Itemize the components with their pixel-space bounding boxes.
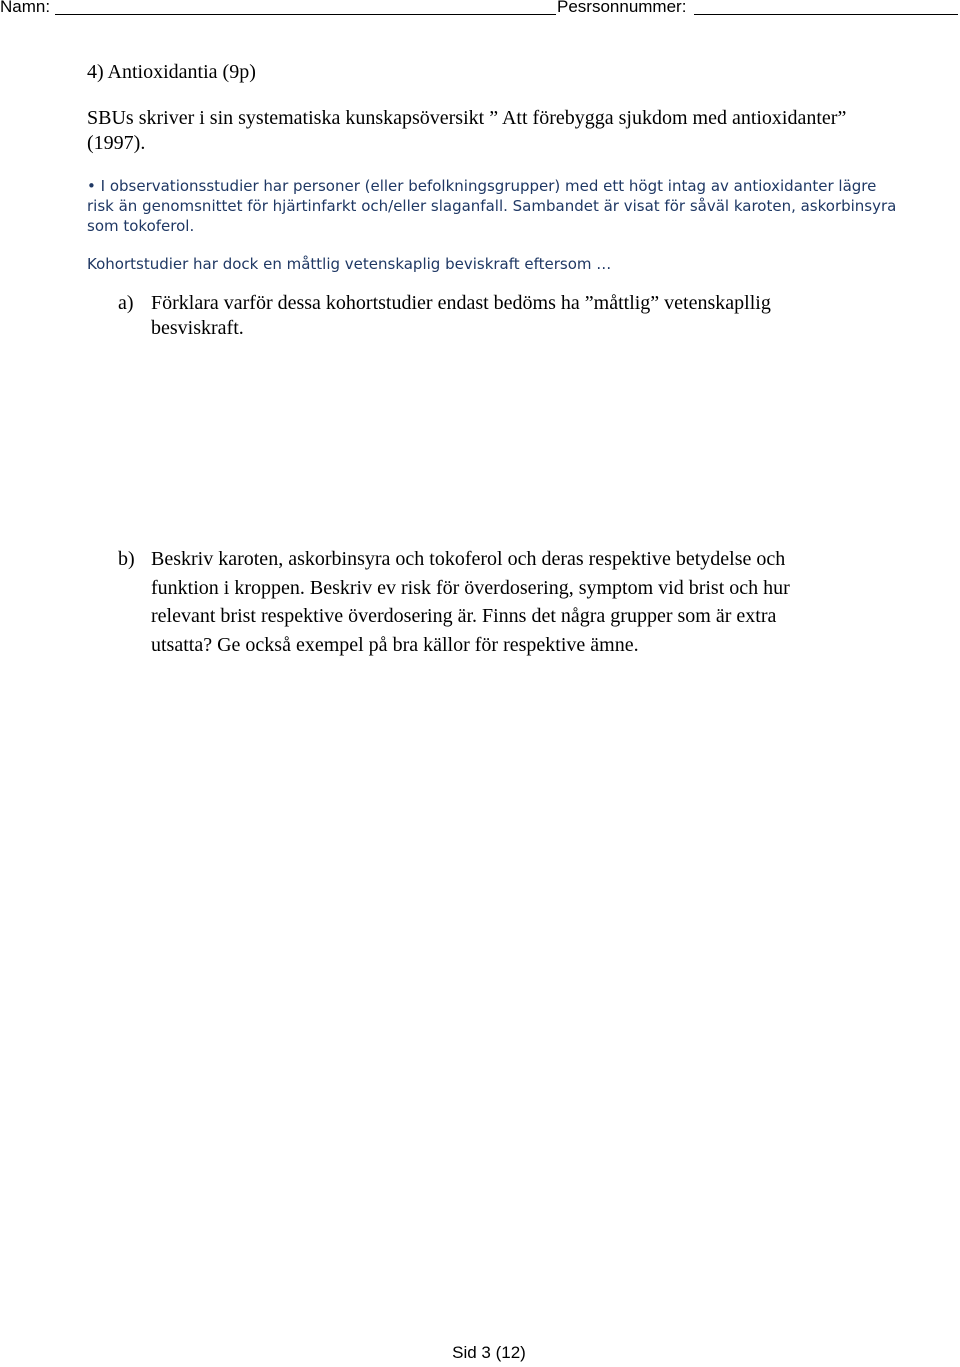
bullet-icon: • [87,177,96,195]
personal-number-field-line[interactable] [694,14,958,15]
subquestion-marker: a) [118,292,134,314]
quote-bullet [87,176,907,236]
cohort-statement: Kohortstudier har dock en måttlig vetenskaplig beviskraft eftersom … [87,255,612,273]
page-footer [0,1343,960,1363]
subquestion-b [118,545,838,659]
subquestion-a [118,291,838,341]
name-label: Namn: [0,0,51,16]
name-field-line[interactable] [55,14,556,15]
subquestion-text: Beskriv karoten, askorbinsyra och tokoferol och deras respektive betydelse och funktion i kroppen. Beskriv ev risk för överdosering, symptom vid brist och hur relevant brist respektive överdosering är. Finns det några grupper som är extra utsatta? Ge också exempel på bra källor för respektive ämne. [151,548,790,656]
subquestion-text: Förklara varför dessa kohortstudier endast bedöms ha ”måttlig” vetenskapllig besviskraft. [151,292,771,339]
question-intro: SBUs skriver i sin systematiska kunskapsöversikt ” Att förebygga sjukdom med antioxidanter” (1997). [87,107,847,154]
bullet-text: I observationsstudier har personer (eller befolkningsgrupper) med ett högt intag av antioxidanter lägre risk än genomsnittet för hjärtinfarkt och/eller slaganfall. Sambandet är visat för såväl karoten, askorbinsyra som tokoferol. [87,177,897,235]
subquestion-marker: b) [118,548,135,570]
page-number: Sid 3 (12) [452,1343,526,1362]
page-header [0,0,960,20]
question-title: 4) Antioxidantia (9p) [87,61,256,83]
personal-number-label: Pesrsonnummer: [557,0,687,16]
